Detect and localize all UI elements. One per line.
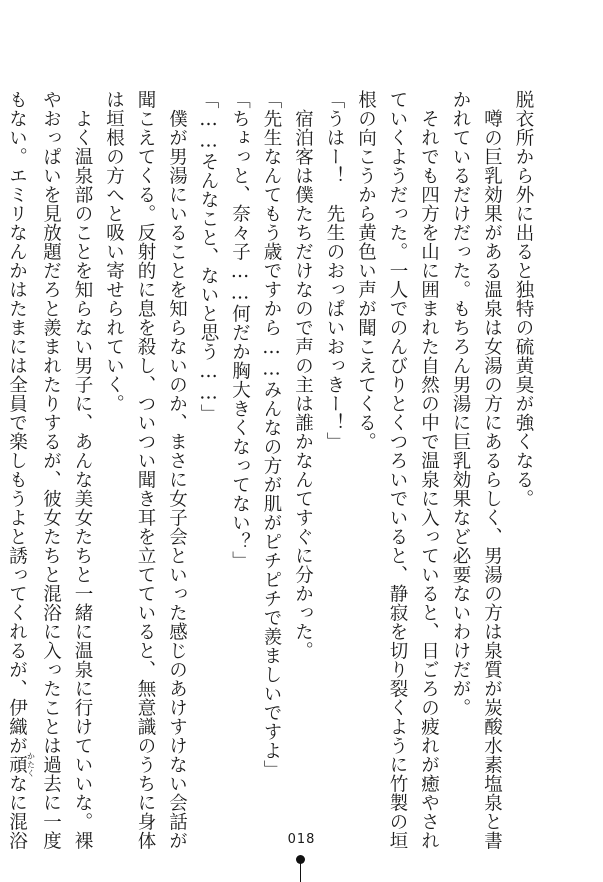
ruby-annotation: 頑 かたく	[6, 751, 36, 778]
dialogue-line-3: 「ちょっと、奈々子……何だか胸大きくなってない？」	[229, 90, 251, 570]
dialogue-line-4: 「……そんなこと、ないと思う……」	[198, 90, 219, 423]
text-line-4: それでも四方を山に囲まれた自然の中で温泉に入っていると、日ごろの疲れが癒やされ	[418, 108, 440, 850]
text-line-13: もない。エミリなんかはたまには全員で楽しもうよと誘ってくれるが、伊織が頑 かたくなに混浴	[6, 90, 36, 850]
text-line-10: は垣根の方へと吸い寄せられていく。	[103, 90, 125, 413]
dialogue-line-1: 「うはー！ 先生のおっぱいおっきー！」	[324, 90, 345, 451]
text-line-6: 根の向こうから黄色い声が聞こえてくる。	[355, 90, 377, 451]
text-line-5: ていくようだった。一人でのんびりとくつろいでいると、静寂を切り裂くように竹製の垣	[387, 90, 408, 850]
text-line-2: 噂の巨乳効果がある温泉は女湯の方にあるらしく、男湯の方は泉質が炭酸水素塩泉と書	[481, 108, 503, 850]
text-line-8: 僕が男湯にいることを知らないのか、まさに女子会といった感じのあけすけない会話が	[166, 108, 188, 850]
text-line-12: やおっぱいを見放題だろと羨まれたりするが、彼女たちと混浴に入ったことは過去に一度	[40, 90, 62, 850]
ruby-reading: かたく	[26, 751, 36, 778]
text-line-7: 宿泊客は僕たちだけなので声の主は誰かなんてすぐに分かった。	[292, 108, 314, 660]
text-line-3: かれているだけだった。もちろん男湯に巨乳効果など必要ないわけだが。	[450, 90, 471, 717]
page-marker-line	[300, 862, 301, 882]
dialogue-line-2: 「先生なんてもう歳ですから……みんなの方が肌がピチピチで羨ましいですよ」	[261, 90, 282, 779]
text-line-1: 脱衣所から外に出ると独特の硫黄臭が強くなる。	[513, 90, 534, 508]
text-line-11: よく温泉部のことを知らない男子に、あんな美女たちと一緒に温泉に行けていいな。裸	[72, 108, 93, 850]
page-number: 018	[287, 832, 316, 847]
text-line-9: 聞こえてくる。反射的に息を殺し、ついつい聞き耳を立てていると、無意識のうちに身体	[135, 90, 156, 850]
